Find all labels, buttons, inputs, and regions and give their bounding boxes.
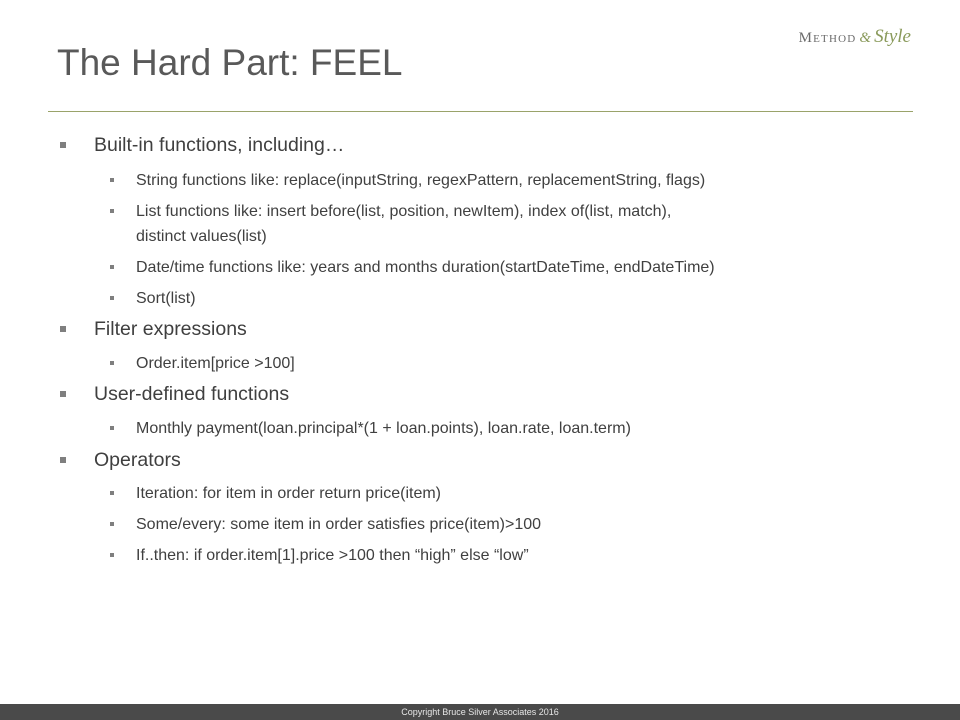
slide-title: The Hard Part: FEEL [57, 42, 403, 83]
sub-item-if-then: If..then: if order.item[1].price >100 then “high” else “low” [136, 547, 529, 564]
bullet-marker [60, 326, 66, 332]
bullet-item-operators: Operators [94, 449, 181, 471]
sub-item-list-functions: List functions like: insert before(list, position, newItem), index of(list, match), [136, 203, 672, 220]
sub-item-order-filter: Order.item[price >100] [136, 355, 295, 372]
sub-bullet-marker [110, 361, 114, 365]
sub-item-some-every: Some/every: some item in order satisfies price(item)>100 [136, 516, 542, 533]
sub-bullet-marker [110, 426, 114, 430]
logo-ampersand: & [859, 30, 872, 46]
sub-bullet-marker [110, 553, 114, 557]
sub-bullet-marker [110, 265, 114, 269]
logo-method-text: Method [798, 30, 857, 46]
sub-bullet-marker [110, 296, 114, 300]
sub-item-datetime-functions: Date/time functions like: years and months duration(startDateTime, endDateTime) [136, 259, 715, 276]
sub-bullet-marker [110, 522, 114, 526]
sub-item-list-functions-continued: distinct values(list) [136, 228, 267, 245]
sub-bullet-marker [110, 491, 114, 495]
sub-bullet-marker [110, 178, 114, 182]
bullet-marker [60, 142, 66, 148]
sub-item-monthly-payment: Monthly payment(loan.principal*(1 + loan.points), loan.rate, loan.term) [136, 420, 631, 437]
title-divider [48, 111, 913, 112]
logo-style-text: Style [874, 26, 911, 47]
bullet-item-built-in-functions: Built-in functions, including… [94, 134, 345, 156]
method-and-style-logo [799, 26, 911, 48]
sub-item-sort: Sort(list) [136, 290, 196, 307]
sub-item-string-functions: String functions like: replace(inputString, regexPattern, replacementString, flags) [136, 172, 706, 189]
bullet-marker [60, 457, 66, 463]
sub-bullet-marker [110, 209, 114, 213]
bullet-marker [60, 391, 66, 397]
sub-item-iteration: Iteration: for item in order return price(item) [136, 485, 441, 502]
bullet-item-user-defined-functions: User-defined functions [94, 383, 290, 405]
copyright-footer: Copyright Bruce Silver Associates 2016 [0, 704, 960, 720]
bullet-item-filter-expressions: Filter expressions [94, 318, 247, 340]
